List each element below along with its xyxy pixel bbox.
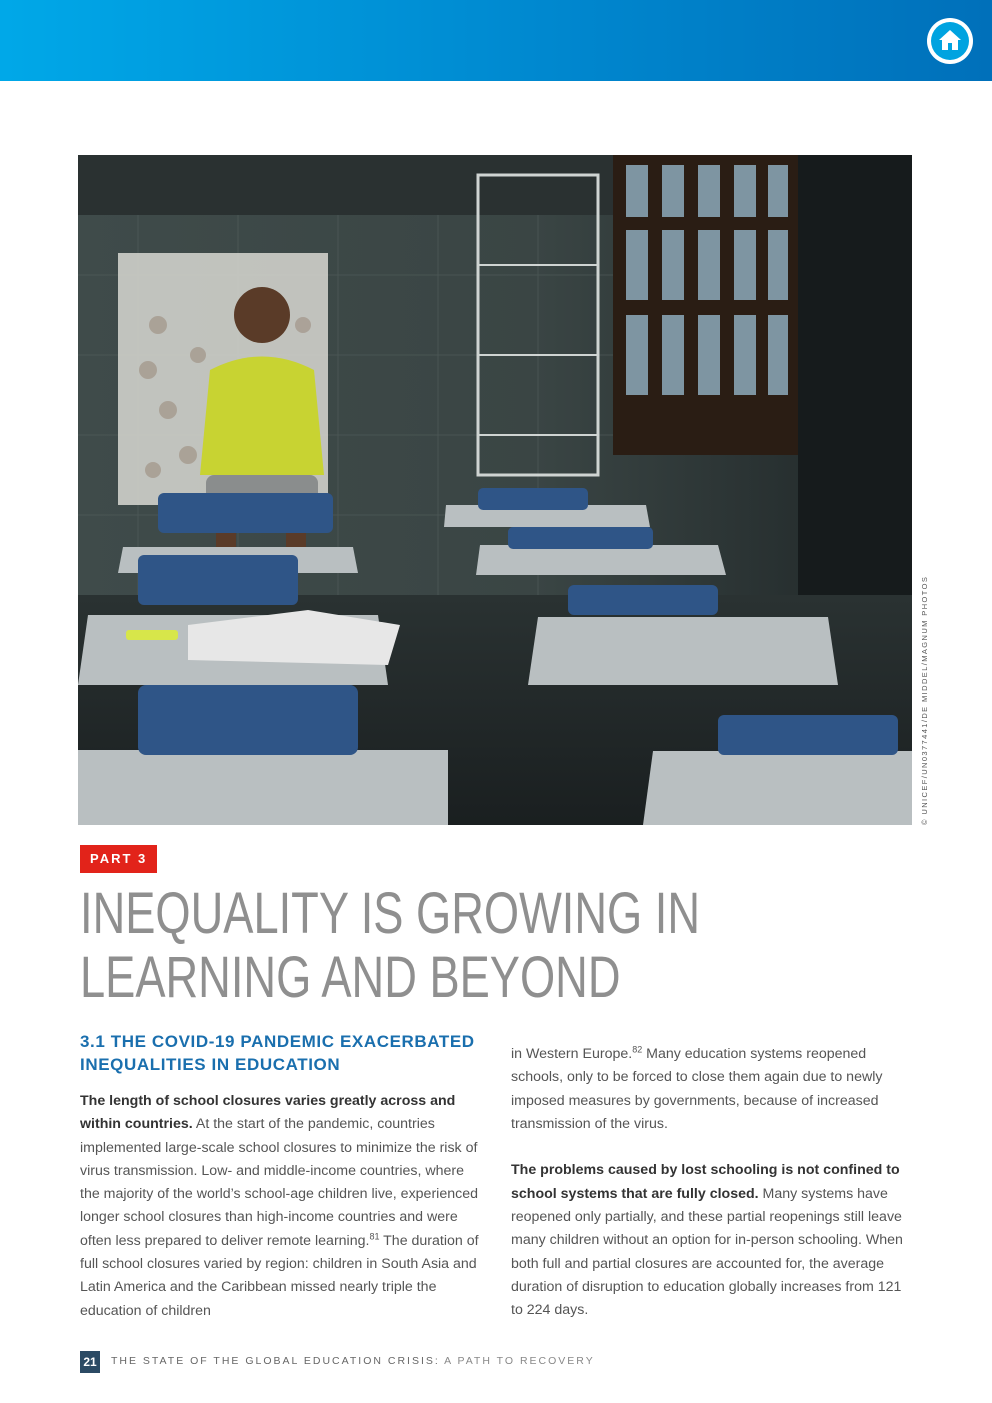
page-number: 21 bbox=[80, 1351, 100, 1373]
footnote-ref-82[interactable]: 82 bbox=[632, 1044, 643, 1055]
paragraph-lead: The length of school closures varies greatly across and within countries. bbox=[80, 1093, 456, 1133]
footer-title-main: THE STATE OF THE GLOBAL EDUCATION CRISIS: bbox=[111, 1355, 440, 1367]
home-icon bbox=[938, 28, 962, 52]
classroom-photo-illustration bbox=[78, 155, 912, 825]
footer-title-sub: A PATH TO RECOVERY bbox=[439, 1355, 595, 1367]
home-button-inner bbox=[931, 22, 969, 60]
paragraph-text: Many education systems reopened schools, only to be forced to close them again due to newly imposed measures by governments, because of increased transmission of the virus. bbox=[511, 1046, 883, 1132]
footer-title bbox=[111, 1355, 595, 1367]
paragraph-text: The duration of full school closures varied by region: children in South Asia and Latin America and the Caribbean missed nearly triple the education of children bbox=[80, 1232, 479, 1319]
section-heading-line-1: 3.1 THE COVID-19 PANDEMIC EXACERBATED bbox=[80, 1032, 475, 1051]
page-title-line-2: LEARNING AND BEYOND bbox=[80, 945, 621, 1010]
header-bar bbox=[0, 0, 992, 81]
part-label: PART 3 bbox=[80, 845, 157, 873]
paragraph-text: Many systems have reopened only partially, and these partial reopenings still leave many children without an option for in-person schooling. When both full and partial closures are accounted for, the average duration of disruption to education globally increases from 121 to 224 days. bbox=[511, 1185, 903, 1319]
paragraph-lead: The problems caused by lost schooling is not confined to school systems that are fully closed. bbox=[511, 1162, 900, 1202]
section-heading bbox=[80, 1030, 500, 1076]
paragraph-continued bbox=[511, 1043, 911, 1136]
footnote-ref-81[interactable]: 81 bbox=[369, 1231, 380, 1242]
photo-credit: © UNICEF/UN0377441/DE MIDDEL/MAGNUM PHOTOS bbox=[920, 575, 929, 825]
paragraph-text: At the start of the pandemic, countries implemented large-scale school closures to minimize the risk of virus transmission. Low- and middle-income countries, where the majority of the world’s school-age children live, experienced longer school closures than high-income countries and were often less prepared to deliver remote learning. bbox=[80, 1116, 478, 1249]
paragraph-lost-schooling bbox=[511, 1159, 911, 1322]
paragraph-text: in Western Europe. bbox=[511, 1046, 633, 1062]
paragraph-gap bbox=[511, 1136, 911, 1159]
page-title-line-1: INEQUALITY IS GROWING IN bbox=[80, 881, 701, 946]
home-button[interactable] bbox=[927, 18, 973, 64]
body-column-left bbox=[80, 1090, 482, 1323]
section-heading-line-2: INEQUALITIES IN EDUCATION bbox=[80, 1055, 341, 1074]
classroom-photo bbox=[78, 155, 912, 825]
body-column-right bbox=[511, 1043, 911, 1323]
footer bbox=[80, 1351, 680, 1373]
page-title bbox=[80, 881, 701, 1010]
paragraph-school-closures bbox=[80, 1090, 482, 1323]
